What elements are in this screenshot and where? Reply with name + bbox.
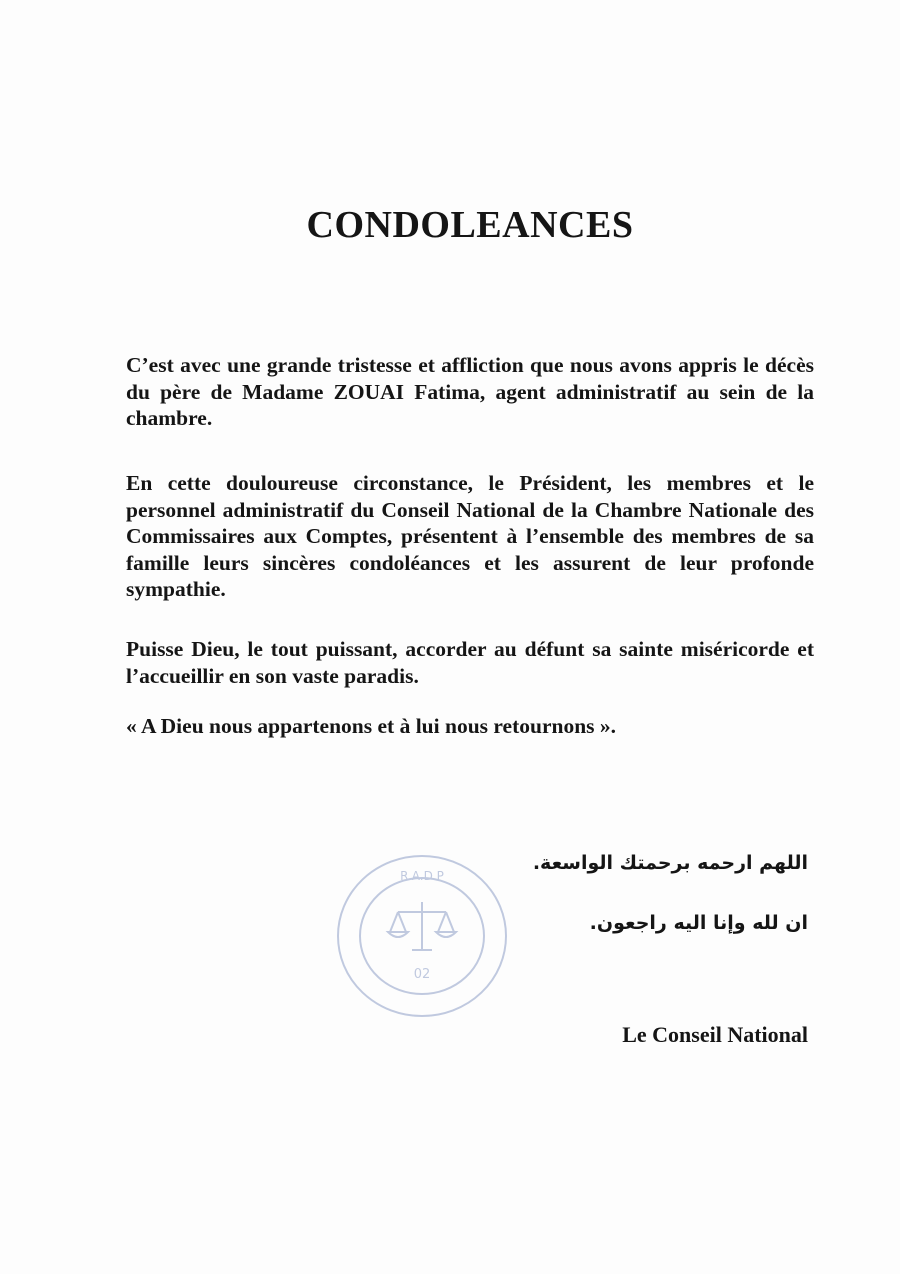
paragraph-prayer: Puisse Dieu, le tout puissant, accorder au défunt sa sainte miséricorde et l’accueillir en son vaste paradis. [126,637,814,688]
arabic-prayer-line-2: ان لله وإنا اليه راجعون. [589,912,808,934]
stamp-top-text: R.A.D.P [400,869,444,883]
paragraph-intro: C’est avec une grande tristesse et affliction que nous avons appris le décès du père de Madame ZOUAI Fatima, agent administratif au sein de la chambre. [126,353,814,430]
document-title: CONDOLEANCES [306,204,634,246]
arabic-prayer-line-1: اللهم ارحمه برحمتك الواسعة. [532,852,808,874]
stamp-seal-icon [332,850,512,1022]
official-stamp [332,850,512,1022]
paragraph-condolences: En cette douloureuse circonstance, le Président, les membres et le personnel administratif du Conseil National de la Chambre Nationale des Commissaires aux Comptes, présentent à l’ensemble des membres de sa famille leurs sincères condoléances et les assurent de leur profonde sympathie. [126,471,814,601]
signature: Le Conseil National [622,1022,808,1047]
stamp-number: 02 [413,967,431,982]
paragraph-quote: « A Dieu nous appartenons et à lui nous retournons ». [126,714,617,738]
